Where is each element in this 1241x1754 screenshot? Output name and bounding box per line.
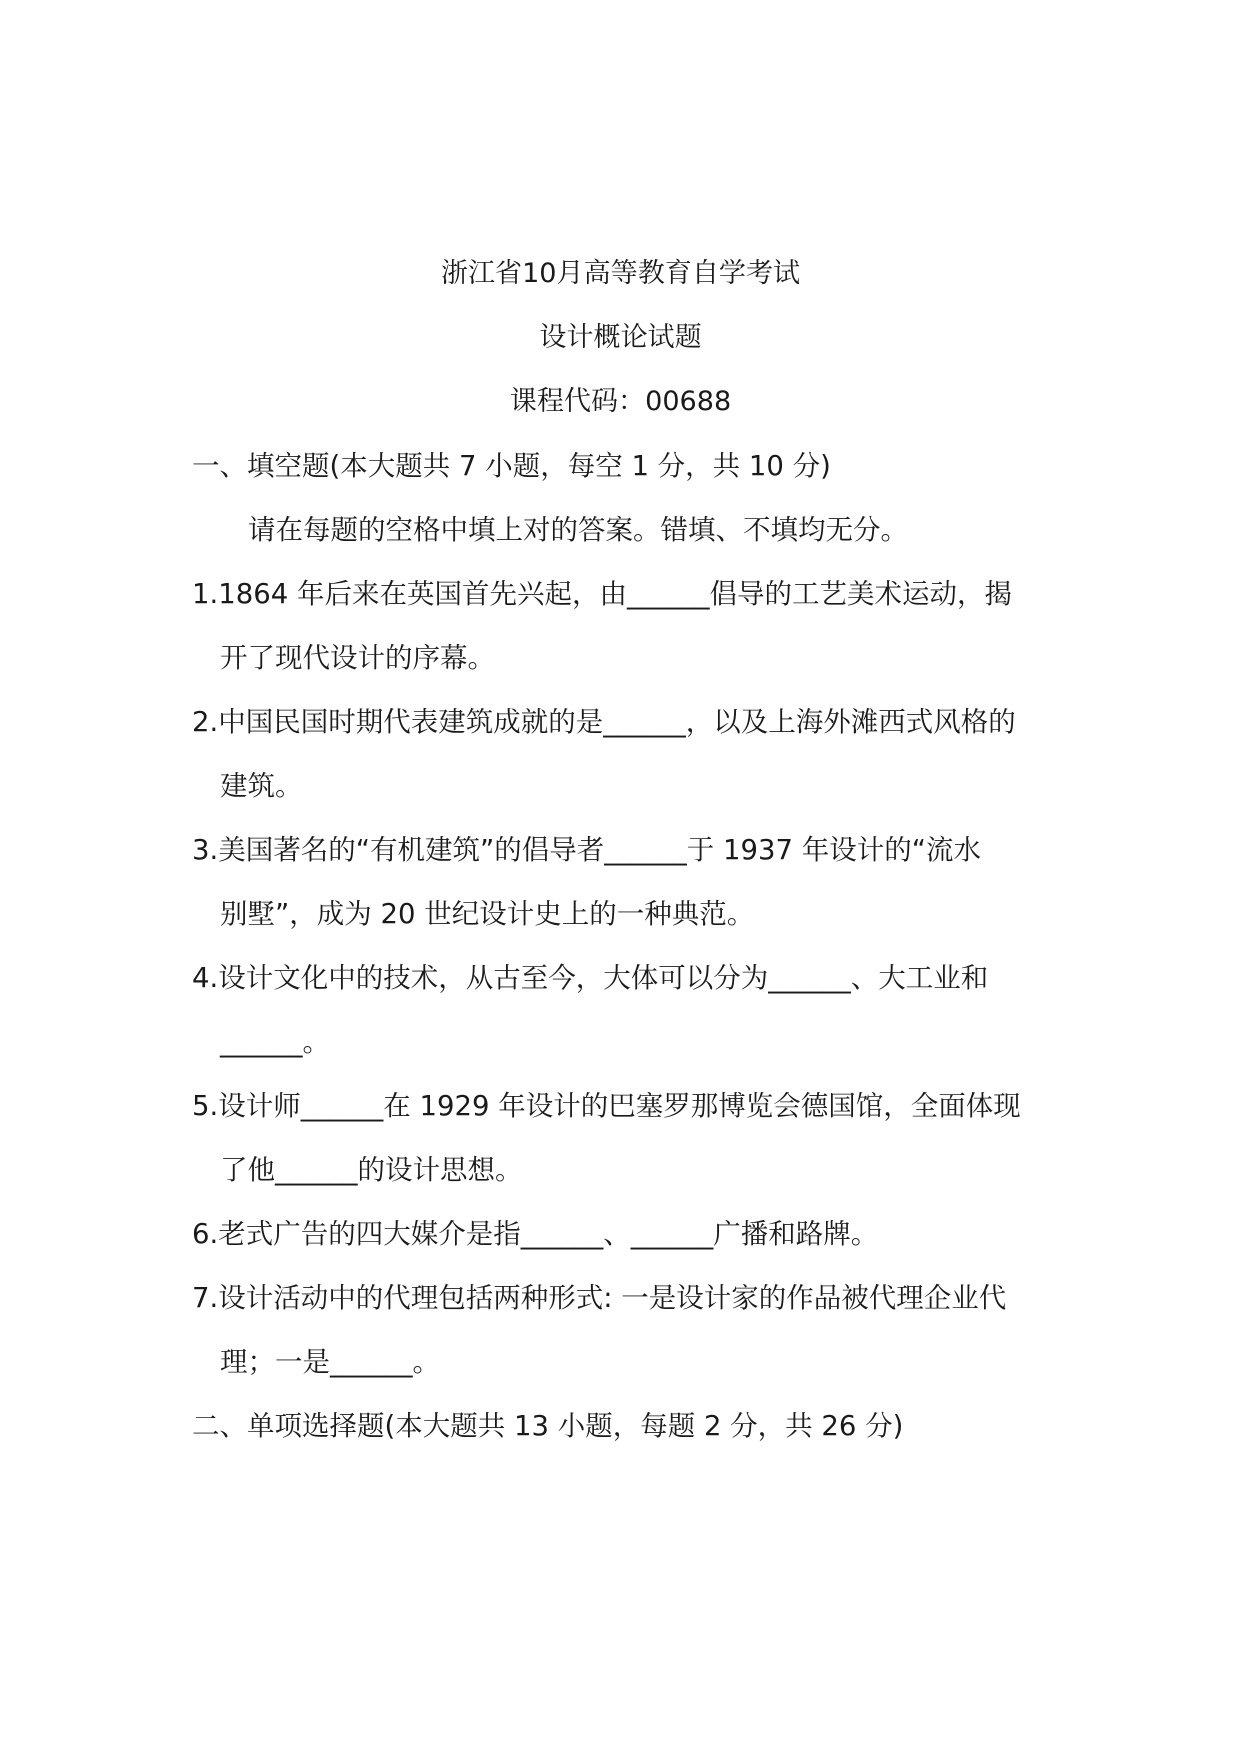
question-5-line-1: 5.设计师______在 1929 年设计的巴塞罗那博览会德国馆，全面体现	[192, 1090, 1021, 1122]
exam-title: 浙江省10月高等教育自学考试	[440, 258, 801, 289]
question-2-line-2: 建筑。	[220, 770, 303, 802]
question-7-line-2: 理；一是______。	[220, 1346, 440, 1378]
question-3-line-2: 别墅”，成为 20 世纪设计史上的一种典范。	[220, 898, 755, 930]
question-3-line-1: 3.美国著名的“有机建筑”的倡导者______于 1937 年设计的“流水	[192, 834, 981, 866]
question-5-line-2: 了他______的设计思想。	[220, 1154, 523, 1186]
question-6-line-1: 6.老式广告的四大媒介是指______、______广播和路牌。	[192, 1218, 879, 1250]
question-1-line-2: 开了现代设计的序幕。	[220, 642, 495, 674]
course-code: 课程代码：00688	[509, 386, 732, 417]
subject-title: 设计概论试题	[539, 322, 702, 353]
question-1-line-1: 1.1864 年后来在英国首先兴起，由______倡导的工艺美术运动，揭	[192, 578, 1012, 610]
question-4-line-1: 4.设计文化中的技术，从古至今，大体可以分为______、大工业和	[192, 962, 989, 994]
section-1-heading: 一、填空题(本大题共 7 小题，每空 1 分，共 10 分)	[192, 450, 831, 482]
section-1-instruction: 请在每题的空格中填上对的答案。错填、不填均无分。	[248, 514, 908, 546]
question-2-line-1: 2.中国民国时期代表建筑成就的是______，以及上海外滩西式风格的	[192, 706, 1016, 738]
question-7-line-1: 7.设计活动中的代理包括两种形式: 一是设计家的作品被代理企业代	[192, 1282, 1007, 1314]
question-4-line-2: ______。	[220, 1026, 330, 1058]
section-2-heading: 二、单项选择题(本大题共 13 小题，每题 2 分，共 26 分)	[192, 1410, 904, 1442]
